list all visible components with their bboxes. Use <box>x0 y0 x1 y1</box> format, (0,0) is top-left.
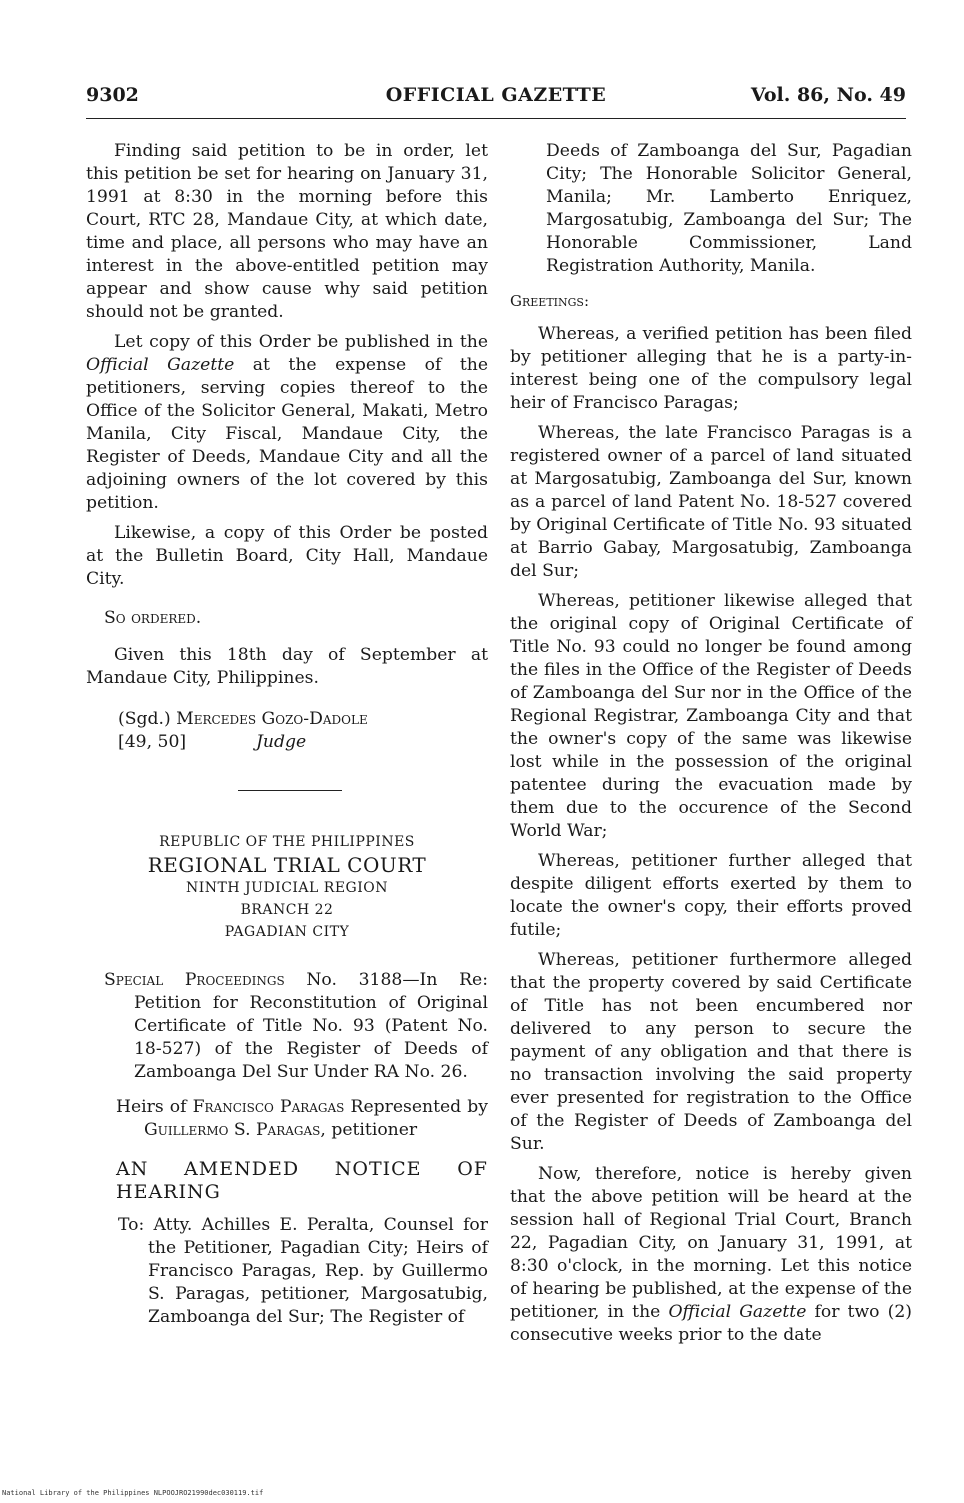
whereas-3: Whereas, petitioner likewise alleged that the original copy of Original Certificate of Title No. 93 could no longer be found among the files in the Office of the Register of Deeds of Zamboanga del Sur nor in the Office of the Regional Registrar, Zamboanga City and that the owner's copy of the same was likewise lost while in the possession of the original patentee during the evacuation made by them due to the occurence of the Second World War; <box>510 591 912 841</box>
special-proceedings-label: Special Proceedings <box>104 970 285 990</box>
heirs-text-b: Represented by <box>344 1097 488 1117</box>
judge-title: Judge <box>256 732 307 752</box>
notice-text-b: for two (2) consecutive weeks prior to the date <box>510 1302 912 1345</box>
decedent-name: Francisco Paragas <box>192 1097 345 1117</box>
case-description: No. 3188—In Re: Petition for Reconstitution of Original Certificate of Title No. 93 (Patent No. 18-527) of the Register of Deeds of Zamboanga Del Sur Under RA No. 26. <box>134 970 488 1082</box>
page-header <box>86 84 906 110</box>
case-caption <box>86 969 488 1084</box>
addressees-continued: Deeds of Zamboanga del Sur, Pagadian City; The Honorable Solicitor General, Manila; Mr. Lamberto Enriquez, Margosatubig, Zamboanga del Sur; The Honorable Commissioner, Land Registration Authority, Manila. <box>546 141 912 276</box>
hearing-paragraph: Finding said petition to be in order, let this petition be set for hearing on January 31, 1991 at 8:30 in the morning before this Court, RTC 28, Mandaue City, at which date, time and place, all persons who may have an interest in the above-entitled petition may appear and show cause why said petition should not be granted. <box>86 141 488 322</box>
notice-text-a: Now, therefore, notice is hereby given that the above petition will be heard at the session hall of Regional Trial Court, Branch 22, Pagadian City, on January 31, 1991, at 8:30 o'clock, in the morning. Let this notice of hearing be published, at the expense of the petitioner, in the <box>510 1164 912 1322</box>
publication-title: OFFICIAL GAZETTE <box>385 84 607 106</box>
publication-paragraph <box>86 331 488 515</box>
posting-paragraph: Likewise, a copy of this Order be posted at the Bulletin Board, City Hall, Mandaue City. <box>86 523 488 589</box>
gazette-italic-2: Official Gazette <box>668 1302 807 1322</box>
signature-block <box>118 708 488 754</box>
branch-line: BRANCH 22 <box>240 902 334 918</box>
notice-paragraph <box>510 1163 912 1347</box>
heirs-text-a: Heirs of <box>116 1097 193 1117</box>
court-heading <box>86 831 488 943</box>
addressees: To: Atty. Achilles E. Peralta, Counsel for the Petitioner, Pagadian City; Heirs of Francisco Paragas, Rep. by Guillermo S. Paragas, petitioner, Margosatubig, Zamboanga del Sur; The Register of <box>118 1215 488 1327</box>
scan-footer: National Library of the Philippines NLPOOJRO21990dec030119.tif <box>2 1489 264 1497</box>
given-paragraph: Given this 18th day of September at Mandaue City, Philippines. <box>86 645 488 688</box>
representative-name: Guillermo S. Paragas <box>144 1120 321 1140</box>
judicial-region: NINTH JUDICIAL REGION <box>186 880 388 896</box>
volume-number: Vol. 86, No. 49 <box>750 84 906 106</box>
signature-prefix: (Sgd.) <box>118 709 177 729</box>
issue-reference: [49, 50] <box>118 732 187 752</box>
section-separator <box>238 790 342 791</box>
greetings: Greetings: <box>510 292 590 310</box>
republic-line: REPUBLIC OF THE PHILIPPINES <box>159 834 415 850</box>
city-line: PAGADIAN CITY <box>224 924 350 940</box>
notice-title: AN AMENDED NOTICE OF HEARING <box>116 1158 488 1203</box>
gazette-italic: Official Gazette <box>86 355 235 375</box>
publication-text-a: Let copy of this Order be published in the <box>114 332 488 352</box>
court-name: REGIONAL TRIAL COURT <box>147 853 427 877</box>
heirs-text-c: , petitioner <box>320 1120 418 1140</box>
whereas-1: Whereas, a verified petition has been filed by petitioner alleging that he is a party-in-interest being one of the compulsory legal heir of Francisco Paragas; <box>510 324 912 413</box>
petitioner-line <box>86 1096 488 1142</box>
left-column <box>86 140 488 1336</box>
publication-text-b: at the expense of the petitioners, serving copies thereof to the Office of the Solicitor General, Makati, Metro Manila, City Fiscal, Mandaue City, the Register of Deeds, Mandaue City and all the adjoining owners of the lot covered by this petition. <box>86 355 488 513</box>
right-column <box>510 140 912 1354</box>
so-ordered: So ordered. <box>104 608 202 628</box>
whereas-5: Whereas, petitioner furthermore alleged that the property covered by said Certificate of Title has not been encumbered nor delivered to any person to secure the payment of any obligation and that there is no transaction involving the said property ever presented for registration to the Office of the Register of Deeds of Zamboanga del Sur. <box>510 950 912 1154</box>
page-number: 9302 <box>86 84 139 106</box>
whereas-4: Whereas, petitioner further alleged that despite diligent efforts exerted by them to locate the owner's copy, their efforts proved futile; <box>510 851 912 940</box>
judge-name: Mercedes Gozo-Dadole <box>176 709 368 729</box>
header-rule <box>86 118 906 119</box>
whereas-2: Whereas, the late Francisco Paragas is a registered owner of a parcel of land situated at Margosatubig, Zamboanga del Sur, known as a parcel of land Patent No. 18-527 covered by Original Certificate of Title No. 93 situated at Barrio Gabay, Margosatubig, Zamboanga del Sur; <box>510 423 912 581</box>
